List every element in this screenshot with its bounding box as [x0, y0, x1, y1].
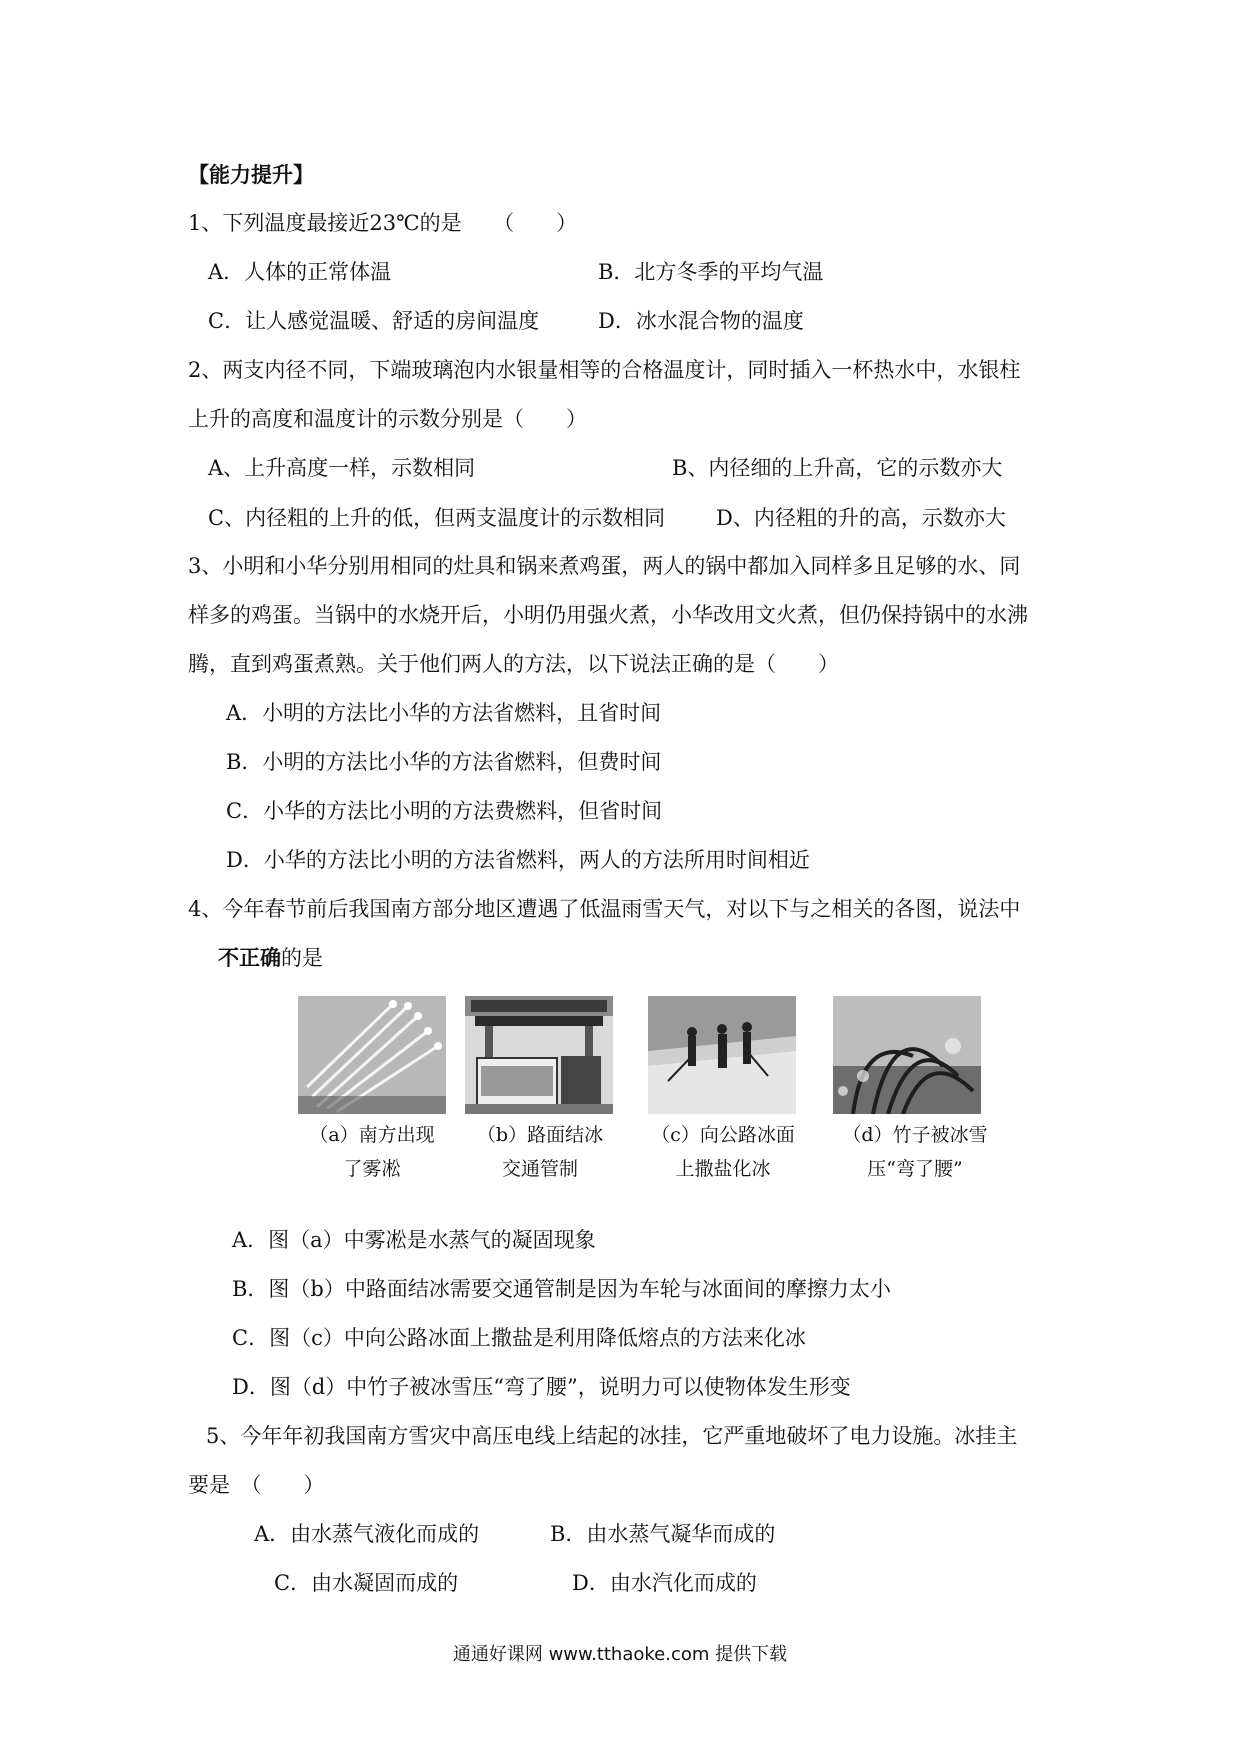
q5-option-b: B．由水蒸气凝华而成的: [550, 1522, 776, 1546]
q1-stem: 1、下列温度最接近23℃的是 （ ）: [188, 211, 578, 235]
caption-d-line2: 压“弯了腰”: [867, 1158, 963, 1180]
q3-option-a: A．小明的方法比小华的方法省燃料，且省时间: [226, 701, 662, 725]
q2-stem-line2: 上升的高度和温度计的示数分别是（ ）: [188, 407, 587, 431]
q5-option-d: D．由水汽化而成的: [572, 1571, 757, 1595]
q4-stem-tail: 的是: [281, 946, 323, 970]
caption-b-line1: （b）路面结冰: [476, 1124, 604, 1146]
caption-c-line1: （c）向公路冰面: [651, 1124, 795, 1146]
q4-stem-line1: 4、今年春节前后我国南方部分地区遭遇了低温雨雪天气，对以下与之相关的各图，说法中: [188, 897, 1021, 921]
footer-source: 通通好课网 www.tthaoke.com 提供下载: [452, 1644, 788, 1665]
caption-d-line1: （d）竹子被冰雪: [842, 1124, 988, 1146]
caption-c: [628, 1118, 818, 1186]
q4-option-b: B．图（b）中路面结冰需要交通管制是因为车轮与冰面间的摩擦力太小: [232, 1277, 891, 1301]
bamboo-photo: [833, 996, 981, 1114]
q2-stem-line1: 2、两支内径不同，下端玻璃泡内水银量相等的合格温度计，同时插入一杯热水中，水银柱: [188, 358, 1021, 382]
q4-option-c: C．图（c）中向公路冰面上撒盐是利用降低熔点的方法来化冰: [232, 1326, 806, 1350]
q1-option-b: B．北方冬季的平均气温: [598, 260, 824, 284]
caption-b: [448, 1118, 632, 1186]
q5-stem-line2: 要是 （ ）: [188, 1473, 325, 1497]
q2-option-a: A、上升高度一样，示数相同: [208, 456, 476, 480]
caption-a: [280, 1118, 464, 1186]
q1-option-d: D．冰水混合物的温度: [598, 309, 804, 333]
q1-option-a: A．人体的正常体温: [208, 260, 392, 284]
q3-stem-line2: 样多的鸡蛋。当锅中的水烧开后，小明仍用强火煮，小华改用文火煮，但仍保持锅中的水沸: [188, 603, 1028, 627]
q3-option-d: D．小华的方法比小明的方法省燃料，两人的方法所用时间相近: [226, 848, 810, 872]
q2-option-d: D、内径粗的升的高，示数亦大: [716, 506, 1006, 530]
q3-option-c: C．小华的方法比小明的方法费燃料，但省时间: [226, 799, 663, 823]
q4-option-a: A．图（a）中雾凇是水蒸气的凝固现象: [232, 1228, 596, 1252]
caption-a-line1: （a）南方出现: [309, 1124, 435, 1146]
q2-option-b: B、内径细的上升高，它的示数亦大: [672, 456, 1003, 480]
q5-option-a: A．由水蒸气液化而成的: [254, 1522, 480, 1546]
q2-option-c: C、内径粗的上升的低，但两支温度计的示数相同: [208, 506, 666, 530]
rime-photo: [298, 996, 446, 1114]
toll-gate-photo: [465, 996, 613, 1114]
q5-option-c: C．由水凝固而成的: [274, 1571, 459, 1595]
section-title: 【能力提升】: [188, 163, 314, 187]
caption-c-line2: 上撒盐化冰: [675, 1158, 771, 1180]
q4-stem-emphasis: 不正确: [218, 946, 281, 970]
q4-stem-line2: [218, 943, 323, 973]
q3-stem-line1: 3、小明和小华分别用相同的灶具和锅来煮鸡蛋，两人的锅中都加入同样多且足够的水、同: [188, 554, 1021, 578]
q5-stem-line1: 5、今年年初我国南方雪灾中高压电线上结起的冰挂，它严重地破坏了电力设施。冰挂主: [206, 1424, 1018, 1448]
q4-option-d: D．图（d）中竹子被冰雪压“弯了腰”，说明力可以使物体发生形变: [232, 1375, 851, 1399]
salt-spreading-photo: [648, 996, 796, 1114]
q1-option-c: C．让人感觉温暖、舒适的房间温度: [208, 309, 540, 333]
caption-b-line2: 交通管制: [501, 1158, 578, 1180]
caption-a-line2: 了雾凇: [343, 1158, 401, 1180]
q3-stem-line3: 腾，直到鸡蛋煮熟。关于他们两人的方法，以下说法正确的是（ ）: [188, 652, 839, 676]
q3-option-b: B．小明的方法比小华的方法省燃料，但费时间: [226, 750, 662, 774]
caption-d: [820, 1118, 1010, 1186]
